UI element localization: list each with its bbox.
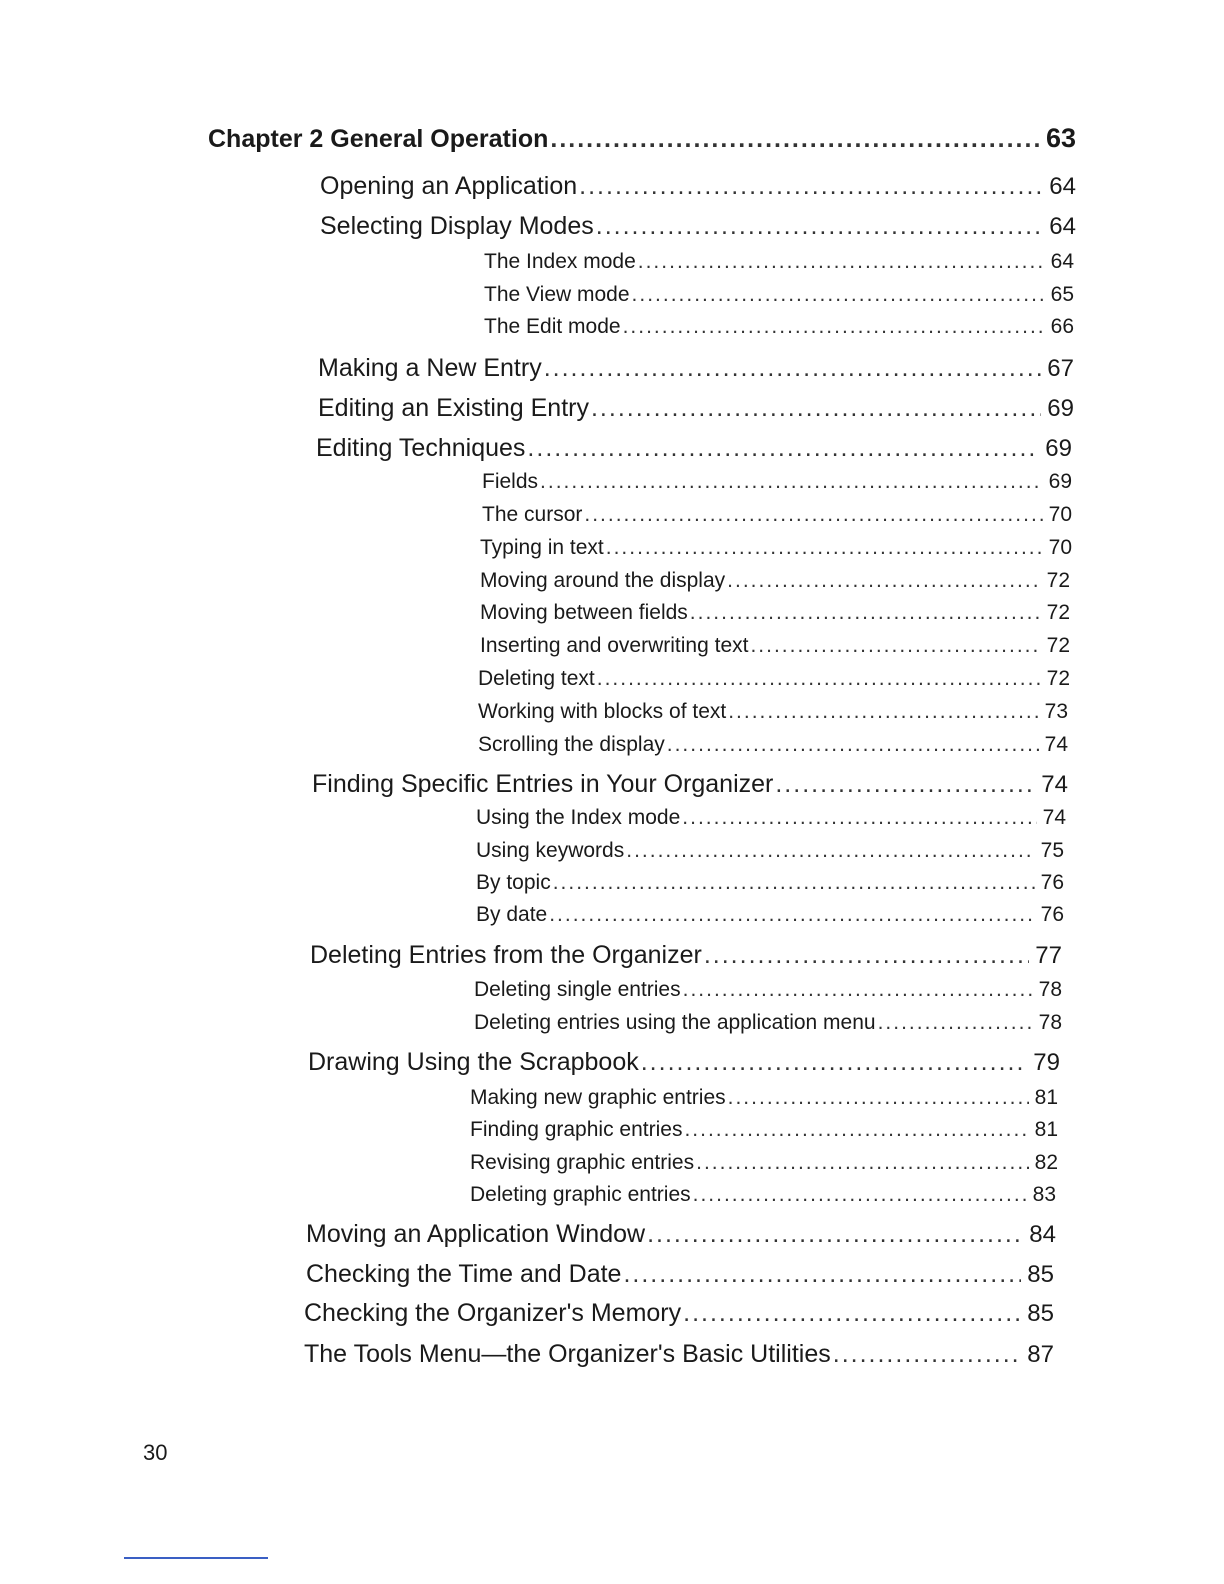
toc-subentry (474, 1011, 1062, 1035)
toc-entry-title: By date (476, 903, 548, 926)
toc-entry-title: Making new graphic entries (470, 1086, 726, 1109)
toc-entry-title: Finding Specific Entries in Your Organizer (312, 770, 774, 798)
toc-subentry (484, 250, 1074, 274)
toc-entry-title: Using keywords (476, 839, 625, 862)
toc-entry-title: Deleting entries using the application menu (474, 1011, 876, 1034)
toc-entry-title: Moving an Application Window (306, 1220, 646, 1248)
toc-entry-title: Making a New Entry (318, 354, 542, 382)
leader-dots (775, 770, 1035, 799)
toc-entry-page: 69 (1047, 395, 1074, 422)
leader-dots (597, 667, 1041, 691)
toc-entry-page: 78 (1038, 1011, 1062, 1034)
toc-entry (320, 172, 1076, 201)
toc-subentry (482, 503, 1072, 527)
leader-dots (626, 839, 1034, 863)
toc-entry-title: Inserting and overwriting text (480, 634, 749, 657)
toc-entry-title: Editing Techniques (316, 434, 526, 462)
toc-entry-title: Fields (482, 470, 539, 493)
toc-subentry (470, 1118, 1058, 1142)
toc-entry-page: 76 (1040, 871, 1064, 894)
leader-dots (540, 470, 1043, 494)
toc-entry (308, 1048, 1060, 1077)
toc-entry-title: Deleting graphic entries (470, 1183, 691, 1206)
toc-entry-page: 66 (1050, 315, 1074, 338)
toc-entry (312, 770, 1068, 799)
toc-entry-page: 81 (1034, 1118, 1058, 1141)
toc-subentry (484, 283, 1074, 307)
toc-subentry (470, 1151, 1058, 1175)
toc-entry-title: The Tools Menu—the Organizer's Basic Utilities (304, 1340, 831, 1368)
toc-entry (318, 394, 1074, 423)
toc-entry-page: 67 (1047, 355, 1074, 382)
toc-entry (304, 1299, 1054, 1328)
toc-entry-page: 70 (1048, 536, 1072, 559)
toc-entry-page: 75 (1040, 839, 1064, 862)
toc-entry-title: Editing an Existing Entry (318, 394, 589, 422)
toc-entry-page: 69 (1045, 435, 1072, 462)
leader-dots (641, 1048, 1028, 1077)
toc-entry-title: Finding graphic entries (470, 1118, 683, 1141)
toc-entry-title: Selecting Display Modes (320, 212, 594, 240)
toc-subentry (470, 1086, 1058, 1110)
toc-entry-title: Drawing Using the Scrapbook (308, 1048, 639, 1076)
leader-dots (596, 212, 1044, 241)
toc-entry-page: 79 (1033, 1049, 1060, 1076)
toc-subentry (476, 903, 1064, 927)
leader-dots (667, 733, 1039, 757)
toc-entry (310, 941, 1062, 970)
leader-dots (527, 434, 1039, 463)
toc-entry-title: The cursor (482, 503, 583, 526)
leader-dots (584, 503, 1042, 527)
toc-subentry (480, 536, 1072, 560)
toc-subentry (482, 470, 1072, 494)
toc-entry (318, 354, 1074, 383)
leader-dots (683, 1299, 1021, 1328)
toc-entry-page: 64 (1049, 213, 1076, 240)
leader-dots (549, 903, 1034, 927)
toc-entry-title: Scrolling the display (478, 733, 665, 756)
toc-subentry (476, 806, 1066, 830)
leader-dots (750, 634, 1040, 658)
leader-dots (728, 700, 1038, 724)
toc-entry-title: Chapter 2 General Operation (208, 125, 549, 153)
toc-entry-page: 70 (1048, 503, 1072, 526)
leader-dots (623, 315, 1045, 339)
toc-entry-page: 77 (1035, 942, 1062, 969)
toc-entry-page: 73 (1044, 700, 1068, 723)
toc-entry-page: 82 (1034, 1151, 1058, 1174)
toc-entry-page: 74 (1042, 806, 1066, 829)
toc-entry-title: The View mode (484, 283, 630, 306)
toc-entry-page: 85 (1027, 1300, 1054, 1327)
toc-entry-page: 78 (1038, 978, 1062, 1001)
toc-entry (320, 212, 1076, 241)
leader-dots (632, 283, 1045, 307)
toc-entry-title: Checking the Time and Date (306, 1260, 622, 1288)
toc-entry-title: Revising graphic entries (470, 1151, 695, 1174)
leader-dots (696, 1151, 1029, 1175)
toc-entry-page: 69 (1048, 470, 1072, 493)
toc-entry-title: Moving around the display (480, 569, 726, 592)
leader-dots (683, 978, 1033, 1002)
leader-dots (638, 250, 1045, 274)
toc-entry-page: 63 (1045, 123, 1076, 153)
toc-subentry (476, 839, 1064, 863)
toc-entry-page: 74 (1044, 733, 1068, 756)
toc-subentry (478, 733, 1068, 757)
toc-entry (316, 434, 1072, 463)
toc-entry-title: Moving between fields (480, 601, 688, 624)
toc-subentry (480, 601, 1070, 625)
leader-dots (682, 806, 1036, 830)
footer-rule (124, 1557, 268, 1559)
toc-entry-title: Opening an Application (320, 172, 578, 200)
leader-dots (690, 601, 1041, 625)
toc-entry-title: Deleting text (478, 667, 595, 690)
leader-dots (623, 1260, 1021, 1289)
toc-entry-page: 72 (1046, 634, 1070, 657)
toc-subentry (474, 978, 1062, 1002)
toc-entry-title: The Edit mode (484, 315, 621, 338)
toc-entry-page: 65 (1050, 283, 1074, 306)
leader-dots (544, 354, 1042, 383)
toc-entry (306, 1260, 1054, 1289)
toc-subentry (470, 1183, 1056, 1207)
toc-entry (306, 1220, 1056, 1249)
toc-entry-title: Deleting Entries from the Organizer (310, 941, 702, 969)
toc-entry-page: 72 (1046, 569, 1070, 592)
leader-dots (579, 172, 1043, 201)
leader-dots (728, 1086, 1029, 1110)
toc-entry-title: Using the Index mode (476, 806, 681, 829)
toc-entry-page: 81 (1034, 1086, 1058, 1109)
toc-subentry (476, 871, 1064, 895)
page-number: 30 (143, 1440, 168, 1465)
toc-entry (304, 1340, 1054, 1369)
toc-subentry (478, 700, 1068, 724)
leader-dots (647, 1220, 1023, 1249)
toc-entry-page: 72 (1046, 667, 1070, 690)
toc-entry-page: 72 (1046, 601, 1070, 624)
toc-entry-title: The Index mode (484, 250, 636, 273)
toc-entry-page: 85 (1027, 1261, 1054, 1288)
toc-entry-page: 87 (1027, 1341, 1054, 1368)
toc-subentry (478, 667, 1070, 691)
toc-subentry (480, 569, 1070, 593)
toc-entry-page: 84 (1029, 1221, 1056, 1248)
leader-dots (591, 394, 1041, 423)
toc-entry-page: 83 (1032, 1183, 1056, 1206)
leader-dots (693, 1183, 1027, 1207)
toc-entry-title: Deleting single entries (474, 978, 681, 1001)
toc-subentry (480, 634, 1070, 658)
leader-dots (550, 125, 1040, 154)
leader-dots (833, 1340, 1022, 1369)
toc-entry-page: 64 (1049, 173, 1076, 200)
toc-entry-title: Working with blocks of text (478, 700, 727, 723)
toc-entry-title: Checking the Organizer's Memory (304, 1299, 682, 1327)
toc-entry-page: 76 (1040, 903, 1064, 926)
toc-subentry (484, 315, 1074, 339)
toc-chapter-heading (208, 123, 1076, 154)
leader-dots (606, 536, 1043, 560)
leader-dots (684, 1118, 1028, 1142)
leader-dots (553, 871, 1035, 895)
leader-dots (704, 941, 1029, 970)
toc-entry-page: 74 (1041, 771, 1068, 798)
toc-entry-title: By topic (476, 871, 551, 894)
leader-dots (878, 1011, 1033, 1035)
toc-entry-page: 64 (1050, 250, 1074, 273)
toc-entry-title: Typing in text (480, 536, 604, 559)
leader-dots (727, 569, 1040, 593)
